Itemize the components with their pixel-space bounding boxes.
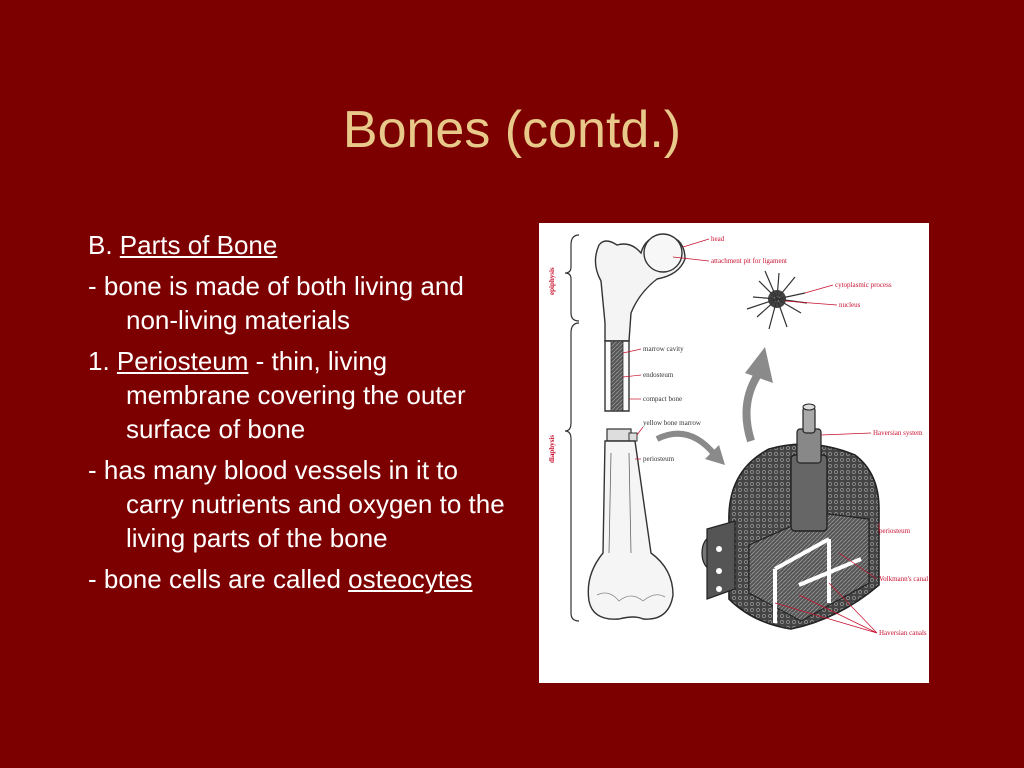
label-nucleus: nucleus [839, 301, 861, 309]
label-marrow-cavity: marrow cavity [643, 345, 684, 353]
label-yellow-marrow: yellow bone marrow [643, 419, 701, 427]
label-volkmanns-canal: Volkmann's canal [879, 575, 929, 583]
label-attachment-pit: attachment pit for ligament [711, 257, 788, 265]
bullet-living-nonliving: - bone is made of both living and non-living materials [88, 271, 464, 335]
label-head: head [711, 235, 725, 243]
label-periosteum-right: periosteum [879, 527, 911, 535]
label-periosteum-left: periosteum [643, 455, 675, 463]
slide-title: Bones (contd.) [342, 101, 682, 159]
marrow-cavity [611, 341, 623, 411]
epiphysis-brace [565, 235, 579, 321]
label-cytoplasmic-process: cytoplasmic process [835, 281, 892, 289]
epiphysis-label: epiphysis [548, 267, 556, 295]
slide-body [88, 228, 508, 603]
femur-head [644, 234, 682, 272]
bullet-blood-vessels: - has many blood vessels in it to carry nutrients and oxygen to the living parts of the bone [88, 455, 505, 553]
arrow-to-cell [747, 373, 760, 441]
bullet-bone-cells [88, 562, 508, 596]
label-haversian-canals: Haversian canals [879, 629, 927, 637]
label-compact-bone: compact bone [643, 395, 683, 403]
bullet-periosteum [88, 344, 508, 446]
bone-diagram [539, 223, 929, 683]
haversian-system-column [791, 404, 827, 531]
section-prefix: B. [88, 230, 120, 260]
osteocyte-illustration [747, 271, 807, 329]
periosteum-prefix: 1. [88, 346, 117, 376]
section-heading-text: Parts of Bone [119, 230, 278, 260]
diaphysis-brace [565, 323, 579, 621]
label-endosteum: endosteum [643, 371, 674, 379]
diaphysis-label: diaphysis [548, 434, 556, 463]
periosteum-definition: - thin, living membrane covering the outer surface of bone [126, 346, 466, 444]
periosteum-term: Periosteum [116, 346, 249, 376]
bone-anatomy-figure [539, 223, 929, 683]
osteocytes-term: osteocytes [348, 564, 473, 594]
section-heading [88, 228, 508, 262]
femur-upper [595, 234, 685, 411]
arrow-to-section [657, 434, 715, 455]
label-haversian-system: Haversian system [873, 429, 923, 437]
arrow-to-cell-head [745, 347, 773, 383]
bone-cells-prefix: - bone cells are called [88, 564, 349, 594]
